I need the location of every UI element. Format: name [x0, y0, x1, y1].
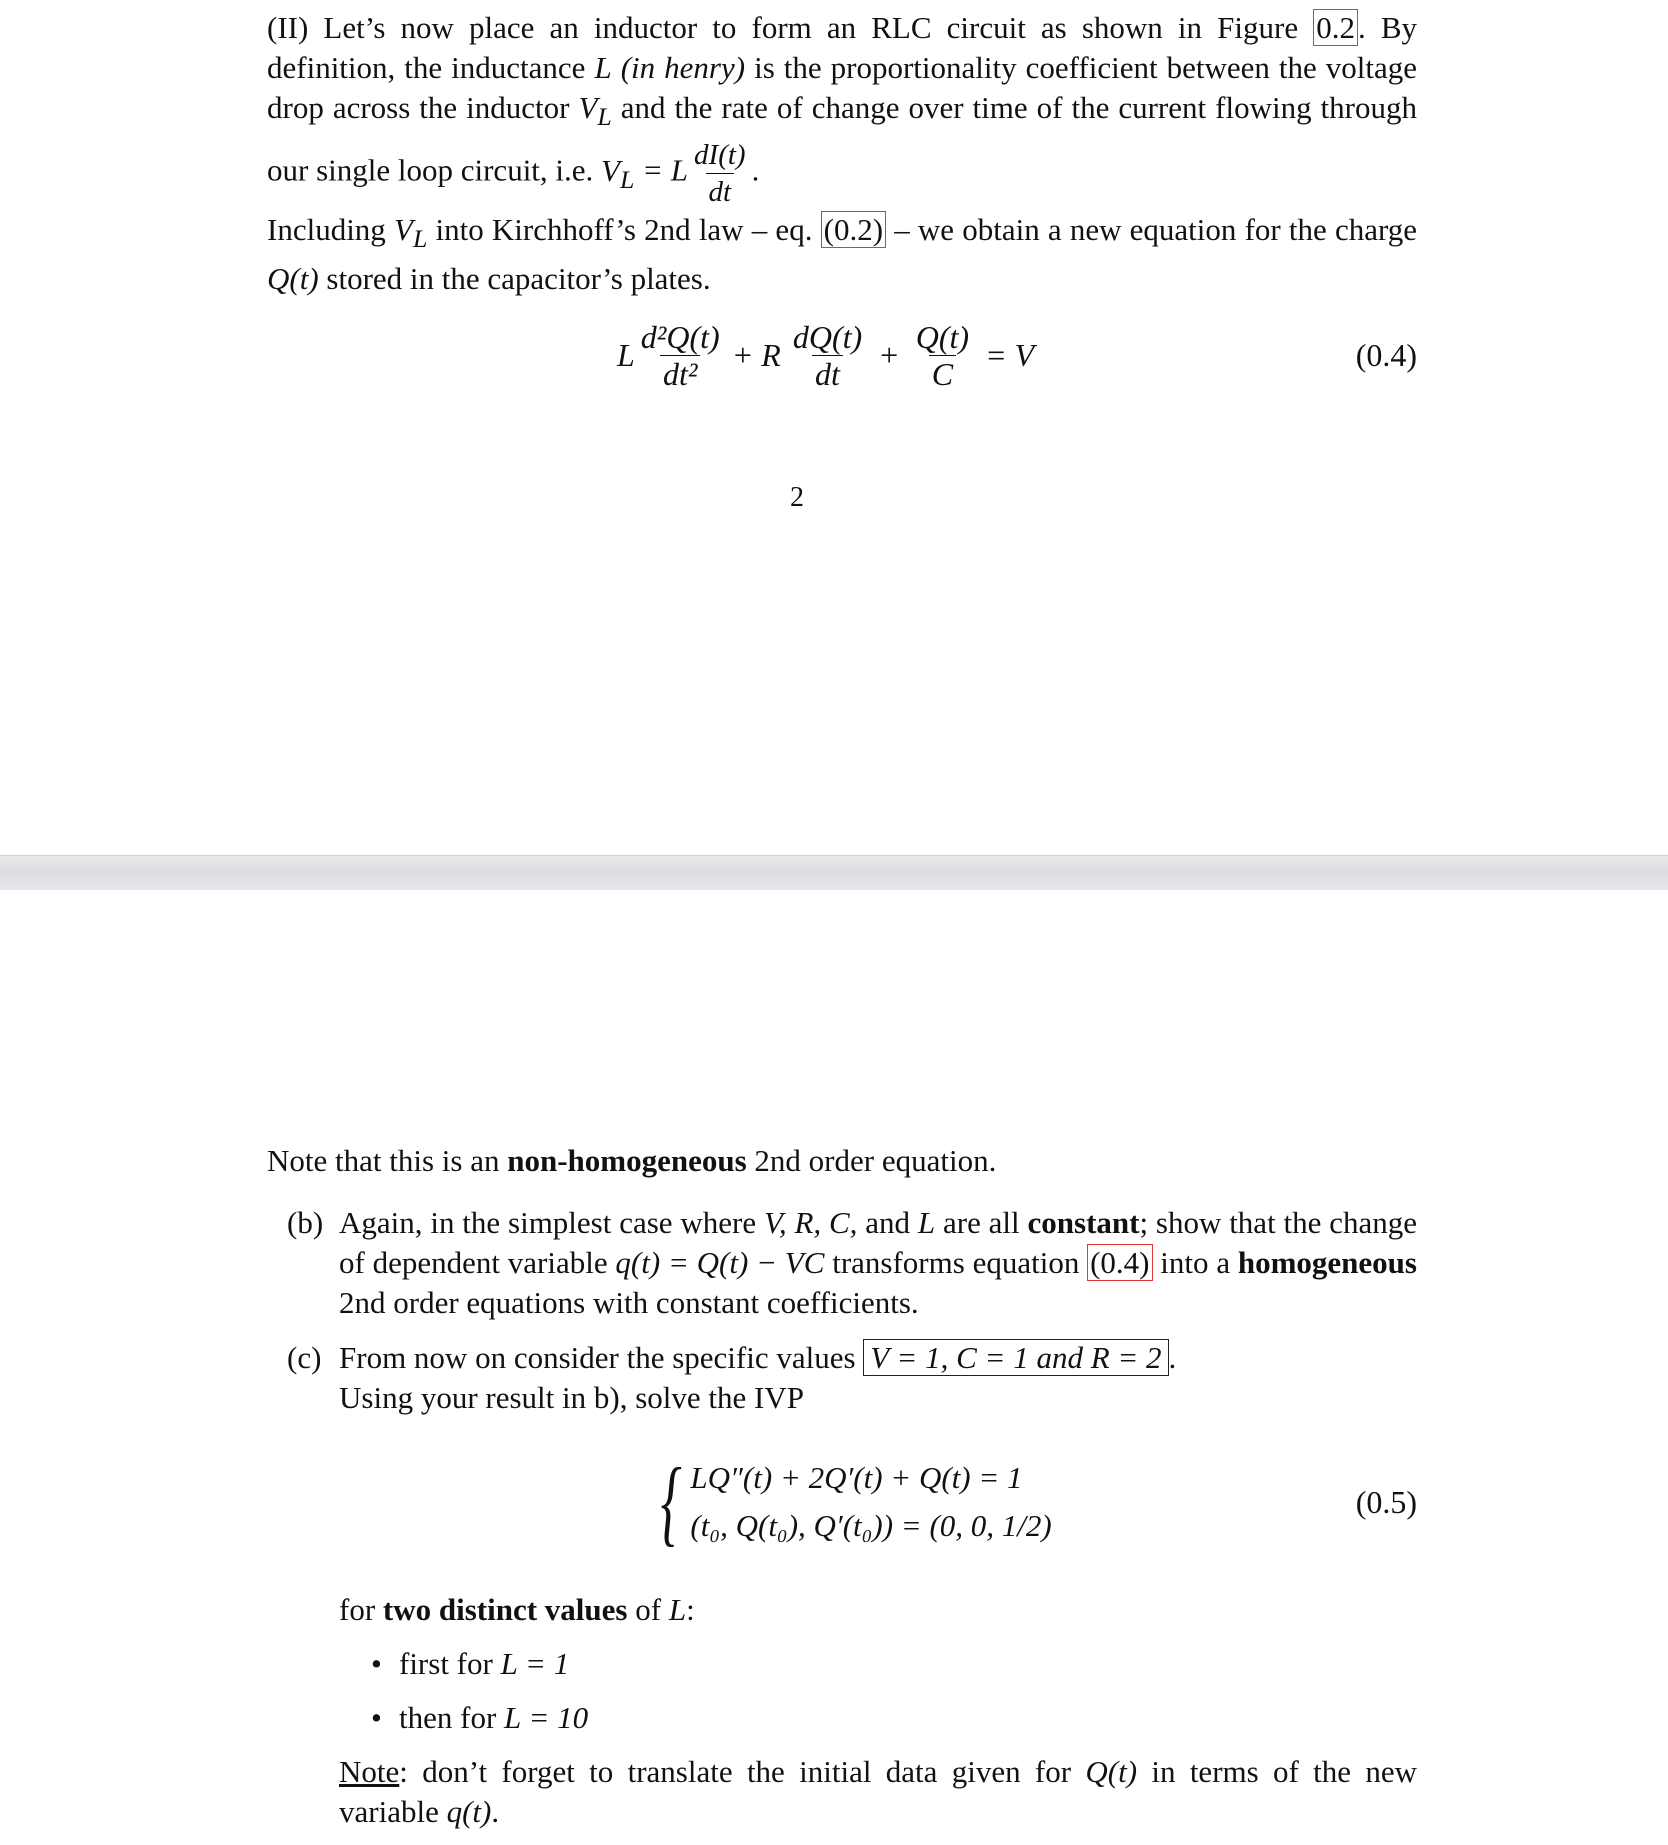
list-item: [339, 1698, 1417, 1738]
bullet-dot: •: [371, 1700, 382, 1735]
page-separator: [0, 855, 1668, 892]
text-run: 2nd order equations with constant coefficients.: [339, 1285, 919, 1320]
bullet-dot: •: [371, 1646, 382, 1681]
frac-numerator: Q(t): [915, 318, 970, 355]
math-expr: = L: [642, 152, 689, 188]
frac-denominator: C: [929, 355, 956, 392]
equation-ref-link[interactable]: (0.4): [1087, 1244, 1152, 1281]
page-top: [0, 0, 1668, 855]
math-var: q(t): [446, 1794, 492, 1829]
math-var: [601, 152, 635, 194]
text-run: of: [627, 1592, 669, 1627]
math-var: Q(t): [267, 261, 319, 297]
text-run: . By definition, the inductance: [267, 10, 1417, 85]
note-translate: [339, 1752, 1417, 1832]
note-label: Note: [339, 1754, 400, 1789]
text-bold: constant: [1027, 1205, 1140, 1240]
system-line: (t₀, Q(t₀), Q′(t₀)) = (0, 0, 1/2): [690, 1508, 1052, 1543]
for-two-values: [339, 1590, 1417, 1630]
text-run: .: [1168, 1340, 1177, 1375]
frac-numerator: dI(t): [694, 139, 746, 172]
text-run: Including: [267, 212, 394, 248]
math-expr: V, R, C,: [763, 1205, 858, 1240]
left-brace: {: [660, 1448, 682, 1555]
math-expr: L = 10: [504, 1700, 589, 1735]
math-var: [394, 212, 428, 254]
equation-body: [617, 315, 1034, 395]
text-run: Again, in the simplest case where: [339, 1205, 764, 1240]
system-line: LQ″(t) + 2Q′(t) + Q(t) = 1: [690, 1460, 1023, 1495]
text-run: .: [491, 1794, 500, 1829]
math-v: V: [601, 152, 620, 188]
text-run: transforms equation: [824, 1245, 1088, 1280]
text-run: is the proportionality coefficient between the voltage drop across the inductor: [267, 50, 1418, 125]
fraction-dq: [790, 319, 865, 392]
equation-ref-link[interactable]: (0.2): [821, 211, 886, 248]
bullet-list: [339, 1644, 1417, 1738]
equation-0-4: [267, 315, 1417, 395]
item-label: (c): [287, 1340, 322, 1375]
text-run: (in henry): [620, 50, 746, 85]
math-expr: q(t) = Q(t) − VC: [615, 1245, 825, 1280]
frac-numerator: d²Q(t): [640, 318, 720, 355]
text-run: in terms of the new variable: [339, 1754, 1417, 1829]
math-v: V: [578, 90, 598, 125]
text-run: Note that this is an: [267, 1143, 508, 1178]
text-bold: non-homogeneous: [507, 1143, 747, 1178]
text-run: first for: [399, 1646, 501, 1681]
list-item: [339, 1644, 1417, 1684]
math-var: L: [594, 50, 612, 85]
math-expr: L = 1: [500, 1646, 570, 1681]
list-item: [267, 1338, 1417, 1418]
math-expr: = V: [985, 336, 1035, 373]
inline-fraction: [691, 137, 749, 210]
text-bold: two distinct values: [382, 1592, 628, 1627]
fraction-d2q: [638, 319, 723, 392]
text-run: and: [857, 1205, 918, 1240]
math-var: [578, 90, 612, 132]
item-b: [267, 1203, 1417, 1337]
math-sub: L: [412, 224, 428, 254]
text-run: for: [339, 1592, 383, 1627]
part2-paragraph: [267, 8, 1417, 299]
text-run: :: [686, 1592, 695, 1627]
text-run: stored in the capacitor’s plates.: [318, 261, 711, 297]
math-v: V: [394, 212, 413, 248]
fraction-qc: [913, 319, 972, 392]
text-run: into a: [1152, 1245, 1238, 1280]
math-var: Q(t): [1085, 1754, 1138, 1789]
math-expr: + R: [731, 336, 781, 373]
equation-system: [652, 1448, 1052, 1555]
text-run: From now on consider the specific values: [339, 1340, 864, 1375]
math-sub: L: [619, 164, 635, 194]
page-number: 2: [790, 482, 804, 513]
text-run: : don’t forget to translate the initial data given for: [399, 1754, 1086, 1789]
equation-0-5: [267, 1448, 1417, 1555]
text-run: 2nd order equation.: [746, 1143, 997, 1178]
text-line: Using your result in b), solve the IVP: [339, 1380, 804, 1415]
text-run: – we obtain a new equation for the charge: [886, 212, 1417, 248]
math-var: L: [917, 1205, 936, 1240]
system-lines: [690, 1454, 1051, 1550]
text-run: (II) Let’s now place an inductor to form an RLC circuit as shown in Figure: [267, 10, 1314, 45]
list-item: [267, 1203, 1417, 1323]
text-run: .: [751, 152, 760, 188]
text-bold: homogeneous: [1237, 1245, 1417, 1280]
math-var: L: [668, 1592, 687, 1627]
text-run: into Kirchhoff’s 2nd law – eq.: [427, 212, 821, 248]
equation-number: (0.4): [1355, 336, 1417, 373]
math-var: L: [617, 336, 635, 373]
frac-denominator: dt: [812, 355, 843, 392]
text-run: and the rate of change over time of the current flowing through our single loop circuit, i.e.: [267, 90, 1417, 188]
figure-ref-link[interactable]: 0.2: [1313, 9, 1358, 46]
math-op: +: [878, 336, 900, 373]
item-c: [267, 1338, 1417, 1432]
text-run: ; show that the change of dependent variable: [339, 1205, 1418, 1280]
frac-denominator: dt²: [660, 355, 700, 392]
item-label: (b): [287, 1205, 324, 1240]
frac-denominator: dt: [706, 173, 735, 210]
text-run: are all: [935, 1205, 1028, 1240]
boxed-values: V = 1, C = 1 and R = 2: [863, 1339, 1168, 1376]
equation-number: (0.5): [1355, 1483, 1417, 1520]
note-nonhomogeneous: [267, 1141, 1417, 1181]
math-sub: L: [597, 102, 612, 132]
text-run: then for: [399, 1700, 505, 1735]
frac-numerator: dQ(t): [792, 318, 863, 355]
